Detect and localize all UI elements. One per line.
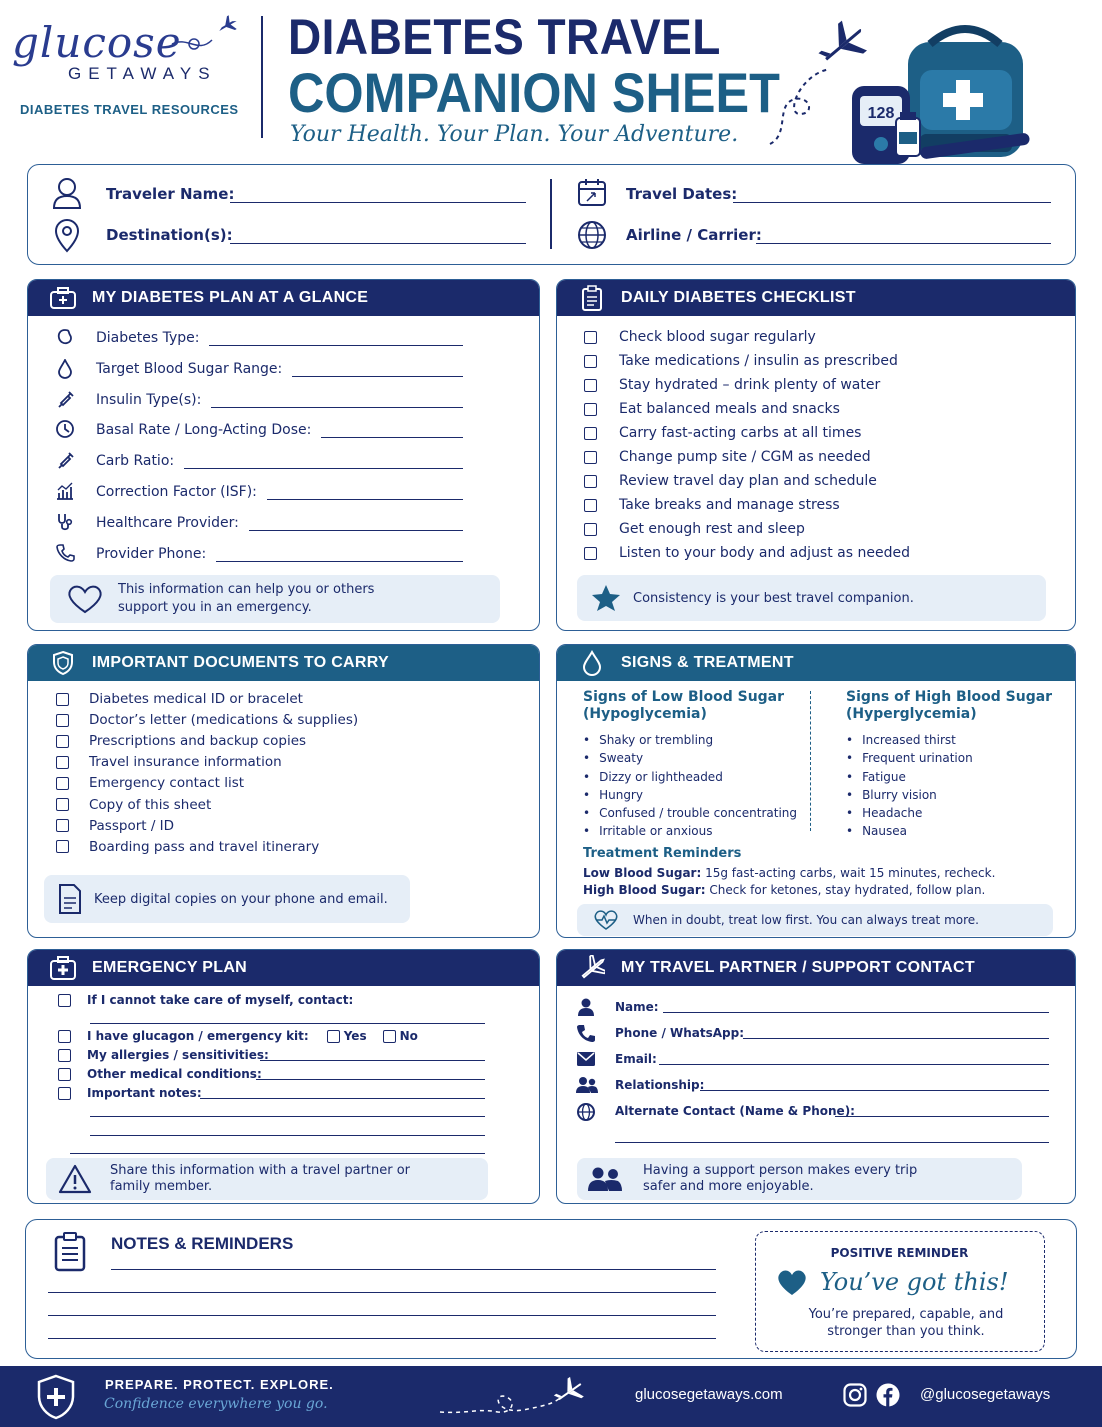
high-sign-item: • Headache xyxy=(846,806,923,821)
checkbox[interactable] xyxy=(56,735,69,748)
checkbox[interactable] xyxy=(584,331,597,344)
plan-field-input[interactable] xyxy=(249,530,463,531)
notes-line-1[interactable] xyxy=(111,1269,716,1270)
treatment-low-line: Low Blood Sugar: 15g fast-acting carbs, wait 15 minutes, recheck. xyxy=(583,866,996,880)
plan-field-input[interactable] xyxy=(216,561,463,562)
positive-reminder-script: You’ve got this! xyxy=(820,1268,1009,1296)
important-notes-line-4[interactable] xyxy=(70,1153,485,1154)
stethoscope-icon xyxy=(56,513,78,533)
document-item xyxy=(56,775,244,791)
checkbox[interactable] xyxy=(584,355,597,368)
signs-divider xyxy=(810,691,811,831)
document-item-label: Boarding pass and travel itinerary xyxy=(89,838,320,855)
checkbox[interactable] xyxy=(584,403,597,416)
emergency-contact-field[interactable] xyxy=(90,1023,485,1024)
emergency-plan-header xyxy=(28,950,539,986)
traveler-info-card xyxy=(27,164,1076,265)
heart-pulse-icon xyxy=(593,909,619,931)
facebook-icon[interactable] xyxy=(876,1383,900,1407)
globe-icon xyxy=(577,1103,595,1121)
heart-icon xyxy=(776,1268,808,1296)
checklist-note xyxy=(577,575,1046,621)
person-icon xyxy=(577,998,595,1016)
document-item xyxy=(56,797,211,813)
checkbox[interactable] xyxy=(584,499,597,512)
header-divider xyxy=(261,16,263,138)
partner-alternate-field[interactable] xyxy=(835,1116,1049,1117)
plan-field-input[interactable] xyxy=(209,345,463,346)
travel-dates-field[interactable] xyxy=(733,202,1051,203)
clipboard-icon xyxy=(579,285,605,311)
footer-script: Confidence everywhere you go. xyxy=(104,1396,328,1412)
checkbox[interactable] xyxy=(56,819,69,832)
clipboard-icon xyxy=(54,1232,86,1272)
checklist-item-label: Change pump site / CGM as needed xyxy=(619,449,871,465)
people-icon xyxy=(576,1076,598,1094)
checklist-item xyxy=(584,425,861,441)
conditions-field[interactable] xyxy=(256,1079,485,1080)
plan-field-row xyxy=(56,544,463,564)
signs-treatment-header xyxy=(557,645,1075,681)
checkbox[interactable] xyxy=(56,798,69,811)
positive-reminder-box xyxy=(755,1231,1045,1352)
footer xyxy=(0,1366,1102,1427)
checklist-item-label: Carry fast-acting carbs at all times xyxy=(619,425,862,441)
document-item-label: Doctor’s letter (medications & supplies) xyxy=(89,712,359,729)
low-sign-item: • Irritable or anxious xyxy=(583,824,713,839)
important-notes-line-3[interactable] xyxy=(90,1135,485,1136)
plan-field-row xyxy=(56,359,463,379)
location-pin-icon xyxy=(54,219,80,253)
footer-airplane-icon xyxy=(438,1374,588,1418)
first-aid-kit-icon xyxy=(50,955,76,981)
checklist-item-label: Stay hydrated – drink plenty of water xyxy=(619,377,881,393)
airline-label: Airline / Carrier: xyxy=(626,226,762,244)
signs-note xyxy=(577,904,1053,936)
glucagon-yes-checkbox[interactable] xyxy=(327,1030,340,1043)
plan-field-label: Carb Ratio: xyxy=(96,453,175,470)
emergency-note-text: Share this information with a travel partner or family member. xyxy=(110,1163,410,1194)
document-item xyxy=(56,733,306,749)
high-sign-item: • Blurry vision xyxy=(846,787,937,802)
notes-line-2[interactable] xyxy=(48,1292,716,1293)
heart-icon xyxy=(66,583,104,615)
people-icon xyxy=(587,1166,623,1192)
document-item xyxy=(56,754,282,770)
plan-field-label: Insulin Type(s): xyxy=(96,391,202,408)
footer-website-link[interactable]: glucosegetaways.com xyxy=(635,1386,783,1403)
document-icon xyxy=(58,884,82,914)
plan-field-input[interactable] xyxy=(267,499,463,500)
traveler-name-field[interactable] xyxy=(230,202,526,203)
checkbox[interactable] xyxy=(584,523,597,536)
treatment-title: Treatment Reminders xyxy=(583,846,742,861)
plan-field-row xyxy=(56,482,463,502)
checkbox[interactable] xyxy=(584,547,597,560)
checklist-item xyxy=(584,473,877,489)
checklist-item-label: Review travel day plan and schedule xyxy=(619,473,877,489)
low-signs-title: Signs of Low Blood Sugar (Hypoglycemia) xyxy=(583,689,785,722)
brand-logo-name: GETAWAYS xyxy=(68,64,217,83)
checkbox[interactable] xyxy=(58,1030,71,1043)
checkbox[interactable] xyxy=(584,475,597,488)
footer-social-handle[interactable]: @glucosegetaways xyxy=(920,1386,1051,1403)
drop-icon xyxy=(579,650,605,676)
notes-line-3[interactable] xyxy=(48,1315,716,1316)
travel-dates-label: Travel Dates: xyxy=(626,185,738,203)
checklist-item xyxy=(584,449,871,465)
travel-partner-title: MY TRAVEL PARTNER / SUPPORT CONTACT xyxy=(621,959,975,976)
document-item xyxy=(56,839,319,855)
notes-card xyxy=(25,1219,1077,1359)
shield-icon xyxy=(50,650,76,676)
phone-icon xyxy=(577,1024,595,1042)
important-notes-line-2[interactable] xyxy=(90,1116,485,1117)
documents-header xyxy=(28,645,539,681)
document-item-label: Diabetes medical ID or bracelet xyxy=(89,691,303,707)
document-item-label: Passport / ID xyxy=(89,817,175,834)
high-sign-item: • Fatigue xyxy=(846,769,906,784)
treatment-high-line: High Blood Sugar: Check for ketones, stay hydrated, follow plan. xyxy=(583,883,986,897)
plan-field-label: Basal Rate / Long-Acting Dose: xyxy=(96,422,312,439)
brand-logo-script: glucose xyxy=(12,18,182,67)
plan-field-input[interactable] xyxy=(292,376,463,377)
document-item-label: Travel insurance information xyxy=(89,754,282,771)
checklist-item xyxy=(584,329,816,345)
document-item xyxy=(56,691,303,707)
low-sign-item: • Sweaty xyxy=(583,751,644,766)
low-sign-item: • Shaky or trembling xyxy=(583,733,714,747)
high-sign-item: • Frequent urination xyxy=(846,751,973,766)
plan-field-label: Healthcare Provider: xyxy=(96,514,239,531)
checklist-item-label: Get enough rest and sleep xyxy=(619,521,805,537)
destination-field[interactable] xyxy=(230,243,526,244)
diabetes-plan-card xyxy=(27,279,540,631)
phone-icon xyxy=(56,544,78,564)
travel-partner-header xyxy=(557,950,1075,986)
partner-alternate-line-2[interactable] xyxy=(615,1142,1049,1143)
documents-note xyxy=(44,875,410,923)
important-notes-row: Important notes: xyxy=(58,1086,202,1100)
airplane-icon xyxy=(579,955,605,981)
document-item-label: Copy of this sheet xyxy=(89,796,212,813)
plan-field-label: Correction Factor (ISF): xyxy=(96,484,257,500)
partner-note-text: Having a support person makes every trip safer and more enjoyable. xyxy=(643,1163,918,1194)
checkbox[interactable] xyxy=(584,451,597,464)
signs-treatment-card xyxy=(556,644,1076,938)
document-item xyxy=(56,818,174,834)
allergies-field[interactable] xyxy=(260,1060,485,1061)
signs-treatment-title: SIGNS & TREATMENT xyxy=(621,654,794,671)
plan-note xyxy=(50,575,500,623)
partner-phone-label: Phone / WhatsApp: xyxy=(615,1026,745,1040)
page-title-line-1: DIABETES TRAVEL xyxy=(288,9,721,65)
globe-icon xyxy=(577,220,607,250)
plan-field-input[interactable] xyxy=(211,407,463,408)
checkbox[interactable] xyxy=(56,840,69,853)
partner-relationship-field[interactable] xyxy=(700,1090,1049,1091)
email-icon xyxy=(577,1052,595,1066)
notes-title: NOTES & REMINDERS xyxy=(111,1234,294,1253)
daily-checklist-header xyxy=(557,280,1075,316)
traveler-info-divider xyxy=(550,179,552,249)
plan-field-row xyxy=(56,420,463,440)
glucagon-row: I have glucagon / emergency kit: Yes No xyxy=(58,1029,418,1043)
positive-reminder-text: You’re prepared, capable, and stronger than you think. xyxy=(808,1307,1004,1339)
page-tagline: Your Health. Your Plan. Your Adventure. xyxy=(290,122,739,147)
document-item-label: Prescriptions and backup copies xyxy=(89,733,307,750)
high-sign-item: • Increased thirst xyxy=(846,733,956,747)
emergency-plan-card xyxy=(27,949,540,1204)
star-icon xyxy=(591,584,621,612)
high-signs-list xyxy=(846,731,973,841)
low-signs-list xyxy=(583,731,797,841)
checklist-note-text: Consistency is your best travel companion. xyxy=(633,590,914,606)
low-sign-item: • Dizzy or lightheaded xyxy=(583,769,723,784)
checklist-item-label: Check blood sugar regularly xyxy=(619,329,816,345)
low-sign-item: • Confused / trouble concentrating xyxy=(583,806,798,821)
partner-note xyxy=(577,1158,1022,1200)
plan-field-label: Provider Phone: xyxy=(96,545,207,562)
plan-field-label: Target Blood Sugar Range: xyxy=(96,360,283,377)
partner-relationship-label: Relationship: xyxy=(615,1078,705,1092)
checkbox[interactable] xyxy=(58,994,71,1007)
plan-field-label: Diabetes Type: xyxy=(96,330,200,346)
plan-note-text: This information can help you or others support you in an emergency. xyxy=(118,582,375,615)
emergency-note xyxy=(46,1158,488,1200)
airline-field[interactable] xyxy=(756,243,1051,244)
documents-card xyxy=(27,644,540,938)
partner-alternate-label: Alternate Contact (Name & Phone): xyxy=(615,1104,855,1118)
notes-line-4[interactable] xyxy=(48,1338,716,1339)
plan-field-input[interactable] xyxy=(321,437,463,438)
syringe-icon xyxy=(56,451,78,471)
conditions-row: Other medical conditions: xyxy=(58,1067,262,1081)
checklist-item xyxy=(584,545,910,561)
medical-bag-icon xyxy=(50,285,76,311)
daily-checklist-title: DAILY DIABETES CHECKLIST xyxy=(621,289,856,306)
plan-field-row xyxy=(56,328,463,348)
travel-partner-card xyxy=(556,949,1076,1204)
chart-icon xyxy=(56,482,78,502)
checkbox[interactable] xyxy=(56,714,69,727)
checkbox[interactable] xyxy=(584,379,597,392)
brand-subtitle: DIABETES TRAVEL RESOURCES xyxy=(20,102,239,117)
page-title-line-2: COMPANION SHEET xyxy=(288,61,780,124)
checklist-item xyxy=(584,497,840,513)
drop-icon xyxy=(56,359,78,379)
checkbox[interactable] xyxy=(56,756,69,769)
instagram-icon[interactable] xyxy=(843,1383,867,1407)
checklist-item-label: Listen to your body and adjust as needed xyxy=(619,545,910,561)
plan-field-input[interactable] xyxy=(184,468,463,469)
partner-name-field[interactable] xyxy=(663,1012,1049,1013)
high-sign-item: • Nausea xyxy=(846,824,908,839)
checkbox[interactable] xyxy=(56,777,69,790)
daily-checklist-card xyxy=(556,279,1076,631)
partner-email-field[interactable] xyxy=(659,1064,1049,1065)
signs-note-text: When in doubt, treat low first. You can always treat more. xyxy=(633,913,979,927)
allergies-row: My allergies / sensitivities: xyxy=(58,1048,269,1062)
plan-field-row xyxy=(56,390,463,410)
plan-field-row xyxy=(56,451,463,471)
partner-name-label: Name: xyxy=(615,1000,659,1014)
diabetes-plan-header xyxy=(28,280,539,316)
emergency-plan-title: EMERGENCY PLAN xyxy=(92,959,248,976)
meter-reading: 128 xyxy=(867,105,895,122)
document-item-label: Emergency contact list xyxy=(89,775,245,792)
documents-title: IMPORTANT DOCUMENTS TO CARRY xyxy=(92,654,389,671)
checklist-item xyxy=(584,401,840,417)
brand-airplane-icon xyxy=(168,14,248,54)
airplane-icon xyxy=(812,15,874,76)
checkbox[interactable] xyxy=(58,1087,71,1100)
calendar-icon xyxy=(577,177,607,207)
person-icon xyxy=(52,177,82,209)
checklist-item xyxy=(584,353,898,369)
checklist-item-label: Eat balanced meals and snacks xyxy=(619,401,840,417)
clock-icon xyxy=(56,420,78,440)
checkbox[interactable] xyxy=(58,1049,71,1062)
warning-icon xyxy=(58,1164,92,1194)
important-notes-field[interactable] xyxy=(200,1098,485,1099)
diabetes-plan-title: MY DIABETES PLAN AT A GLANCE xyxy=(92,289,369,306)
shield-cross-icon xyxy=(36,1374,76,1420)
pancreas-icon xyxy=(56,328,78,348)
checklist-item-label: Take breaks and manage stress xyxy=(619,497,840,513)
high-signs-title: Signs of High Blood Sugar (Hyperglycemia) xyxy=(846,689,1053,722)
checklist-item xyxy=(584,521,805,537)
syringe-icon xyxy=(56,390,78,410)
low-sign-item: • Hungry xyxy=(583,787,643,802)
checkbox[interactable] xyxy=(56,693,69,706)
emergency-contact-row: If I cannot take care of myself, contact: xyxy=(58,993,353,1007)
partner-phone-field[interactable] xyxy=(743,1038,1049,1039)
destination-label: Destination(s): xyxy=(106,226,233,244)
checkbox[interactable] xyxy=(584,427,597,440)
glucagon-no-checkbox[interactable] xyxy=(383,1030,396,1043)
documents-note-text: Keep digital copies on your phone and email. xyxy=(94,891,388,907)
checklist-item-label: Take medications / insulin as prescribed xyxy=(619,353,898,369)
checklist-item xyxy=(584,377,880,393)
plan-field-row xyxy=(56,513,463,533)
footer-motto: PREPARE. PROTECT. EXPLORE. xyxy=(105,1377,334,1392)
traveler-name-label: Traveler Name: xyxy=(106,185,235,203)
document-item xyxy=(56,712,358,728)
positive-reminder-title: POSITIVE REMINDER xyxy=(830,1246,969,1260)
checkbox[interactable] xyxy=(58,1068,71,1081)
partner-email-label: Email: xyxy=(615,1052,657,1066)
travel-kit-illustration xyxy=(760,14,1045,164)
